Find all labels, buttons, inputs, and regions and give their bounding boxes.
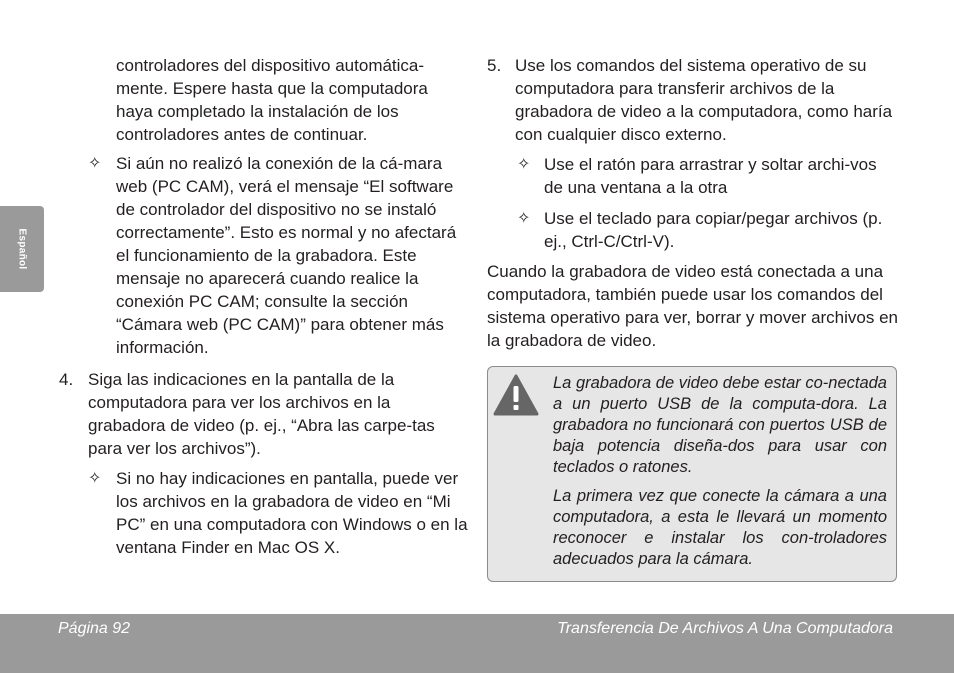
- bullet-no-prompts: Si no hay indicaciones en pantalla, puede ver los archivos en la grabadora de video en “Mi PC” en una computadora con Windows o en la ventana Finder en Mac OS X.: [116, 469, 468, 557]
- bullet-icon: ✧: [517, 156, 531, 173]
- bullet-keyboard: Use el teclado para copiar/pegar archivos (p. ej., Ctrl-C/Ctrl-V).: [544, 209, 883, 251]
- page-footer: [0, 614, 954, 673]
- step-number: 4.: [59, 370, 74, 389]
- bullet-icon: ✧: [517, 210, 531, 227]
- connected-paragraph: Cuando la grabadora de video está conectada a una computadora, también puede usar los comandos del sistema operativo para ver, borrar y mover archivos en la grabadora de video.: [487, 262, 899, 350]
- bullet-pc-cam-message: Si aún no realizó la conexión de la cá-mara web (PC CAM), verá el mensaje “El software de controlador del dispositivo no se instaló correctamente”. Esto es normal y no afectará el funcionamiento de la grabadora. Este mensaje no aparecerá cuando realice la conexión PC CAM; consulte la sección “Cámara web (PC CAM)” para obtener más información.: [116, 154, 457, 357]
- step-4-text: Siga las indicaciones en la pantalla de la computadora para ver los archivos en la grabadora de video (p. ej., “Abra las carpe-tas para ver los archivos”).: [88, 370, 435, 458]
- section-title: Transferencia De Archivos A Una Computadora: [557, 620, 893, 637]
- step-5-text: Use los comandos del sistema operativo de su computadora para transferir archivos de la grabadora de video a la computadora, como haría con cualquier disco externo.: [515, 56, 893, 144]
- intro-paragraph: controladores del dispositivo automática-mente. Espere hasta que la computadora haya completado la instalación de los controladores antes de continuar.: [116, 56, 428, 144]
- note-paragraph-usb: La grabadora de video debe estar co-nectada a un puerto USB de la computa-dora. La grabadora no funcionará con puertos USB de baja potencia diseña-dos para usar con teclados o ratones.: [553, 374, 887, 476]
- bullet-icon: ✧: [88, 470, 102, 487]
- language-tab-label: Español: [16, 228, 28, 270]
- note-paragraph-first-connect: La primera vez que conecte la cámara a una computadora, a esta le llevará un momento reconocer e instalar los con-troladores adecuados para la cámara.: [553, 487, 887, 568]
- step-number: 5.: [487, 56, 502, 75]
- warning-icon: [493, 374, 539, 416]
- bullet-icon: ✧: [88, 155, 102, 172]
- language-tab: [0, 206, 44, 292]
- bullet-mouse: Use el ratón para arrastrar y soltar archi-vos de una ventana a la otra: [544, 155, 877, 197]
- page-number: Página 92: [58, 620, 131, 637]
